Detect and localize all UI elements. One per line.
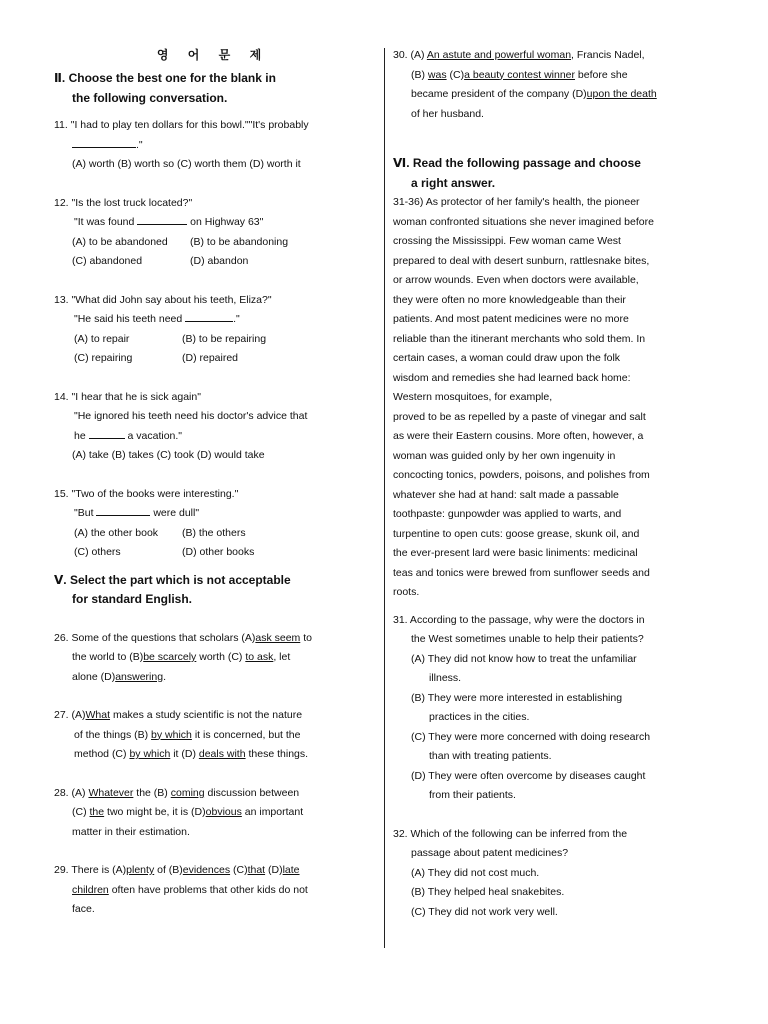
section-6-heading: Ⅵ. Read the following passage and choose <box>393 156 641 170</box>
left-column <box>54 46 372 920</box>
passage-line: Western mosquitoes, for example, <box>393 391 553 403</box>
answer-blank <box>185 310 233 322</box>
q31-stem-cont: the West sometimes unable to help their patients? <box>411 633 644 645</box>
q31-option-c-cont: than with treating patients. <box>429 750 552 762</box>
answer-blank <box>89 427 125 439</box>
q15-dialog: "But were dull" <box>54 504 372 524</box>
q15-options-cd: (C) others (D) other books <box>74 546 255 558</box>
q27-line-1: 27. (A)What makes a study scientific is not the nature <box>54 709 303 721</box>
q14-dialog-cont: he a vacation." <box>54 427 372 447</box>
q26-line-3: alone (D)answering. <box>72 670 166 683</box>
q13-options-ab: (A) to repair (B) to be repairing <box>74 332 267 345</box>
q30-line-1: 30. (A) An astute and powerful woman, Francis Nadel, <box>393 49 645 61</box>
passage-line: the ever-present lard were basic liniments: medicinal <box>393 547 638 559</box>
section-2-heading: Ⅱ. Choose the best one for the blank in <box>54 71 276 85</box>
q27-line-3: method (C) by which it (D) deals with these things. <box>74 748 309 760</box>
q13-stem: 13. "What did John say about his teeth, Eliza?" <box>54 293 272 306</box>
q26-line-1: 26. Some of the questions that scholars (A)ask seem to <box>54 631 312 644</box>
passage-line: wisdom and remedies she had learned back home: <box>393 371 631 384</box>
passage-line: certain cases, a woman could draw upon the folk <box>393 352 621 364</box>
q12-dialog: "It was found on Highway 63" <box>54 213 372 233</box>
page-title: 영 어 문 제 <box>156 48 270 62</box>
q12-options-ab: (A) to be abandoned (B) to be abandoning <box>72 235 289 248</box>
q32-option-a: (A) They did not cost much. <box>411 866 540 879</box>
q31-option-a: (A) They did not know how to treat the unfamiliar <box>411 652 637 665</box>
passage-line: toothpaste: gunpowder was applied to warts, and <box>393 508 622 520</box>
q15-options-ab: (A) the other book (B) the others <box>74 526 246 539</box>
q32-stem-cont: passage about patent medicines? <box>411 847 569 859</box>
passage-line: woman was guided only by her own ingenuity in <box>393 449 616 462</box>
q32-option-b: (B) They helped heal snakebites. <box>411 886 565 898</box>
q29-line-2: children often have problems that other kids do not <box>72 883 308 896</box>
right-column <box>393 46 663 922</box>
section-2-heading-cont: the following conversation. <box>72 90 228 105</box>
q31-stem: 31. According to the passage, why were the doctors in <box>393 613 645 626</box>
passage-line: concocting tonics, powders, poisons, and polishes from <box>393 469 650 481</box>
section-5-heading-cont: for standard English. <box>72 592 193 606</box>
q31-option-c: (C) They were more concerned with doing research <box>411 730 651 743</box>
q30-line-2: (B) was (C)a beauty contest winner before she <box>411 68 628 81</box>
passage-line: patients. And most patent medicines were no more <box>393 313 629 325</box>
q11-blank-line: ." <box>54 136 372 156</box>
q11-options: (A) worth (B) worth so (C) worth them (D) worth it <box>72 158 301 170</box>
q29-line-1: 29. There is (A)plenty of (B)evidences (C)that (D)late <box>54 864 300 876</box>
passage-line: reliable than the itinerant merchants who sold them. In <box>393 332 646 345</box>
q29-line-3: face. <box>72 903 95 915</box>
q28-line-1: 28. (A) Whatever the (B) coming discussion between <box>54 786 300 799</box>
answer-blank <box>96 504 150 516</box>
q31-option-b: (B) They were more interested in establishing <box>411 691 623 704</box>
q31-option-a-cont: illness. <box>429 672 462 684</box>
reading-passage <box>393 193 663 603</box>
q31-option-d: (D) They were often overcome by diseases caught <box>411 769 646 782</box>
q13-options-cd: (C) repairing (D) repaired <box>74 352 239 364</box>
q28-line-3: matter in their estimation. <box>72 825 190 838</box>
passage-line: 31-36) As protector of her family's health, the pioneer <box>393 196 640 208</box>
q32-stem: 32. Which of the following can be inferred from the <box>393 827 628 840</box>
answer-blank <box>72 136 136 148</box>
q32-option-c: (C) They did not work very well. <box>411 905 558 918</box>
column-divider <box>384 48 385 948</box>
q31-option-d-cont: from their patients. <box>429 789 516 801</box>
q28-line-2: (C) the two might be, it is (D)obvious an important <box>72 806 304 818</box>
q26-line-2: the world to (B)be scarcely worth (C) to ask, let <box>72 651 291 663</box>
passage-line: crossing the Mississippi. Few woman came West <box>393 235 621 247</box>
passage-line: proved to be as repelled by a paste of vinegar and salt <box>393 410 646 423</box>
q11-stem: 11. "I had to play ten dollars for this bowl.""It's probably <box>54 119 309 131</box>
q14-dialog: "He ignored his teeth need his doctor's advice that <box>74 410 308 422</box>
q27-line-2: of the things (B) by which it is concerned, but the <box>74 728 301 741</box>
q15-stem: 15. "Two of the books were interesting." <box>54 487 239 500</box>
q14-options: (A) take (B) takes (C) took (D) would take <box>72 449 265 461</box>
section-6-heading-cont: a right answer. <box>411 175 496 190</box>
passage-line: as were their Eastern cousins. More often, however, a <box>393 430 644 442</box>
passage-line: prepared to deal with desert sunburn, rattlesnake bites, <box>393 254 650 267</box>
section-5-heading: Ⅴ. Select the part which is not acceptable <box>54 572 291 587</box>
passage-line: woman confronted situations she never imagined before <box>393 215 654 228</box>
q30-line-3: became president of the company (D)upon the death <box>411 88 657 100</box>
passage-line: or arrow wounds. Even when doctors were available, <box>393 274 639 286</box>
q13-dialog: "He said his teeth need ." <box>54 310 372 330</box>
passage-line: turpentine to open cuts: goose grease, skunk oil, and <box>393 527 640 540</box>
q30-line-4: of her husband. <box>411 107 484 120</box>
passage-line: whatever she had at hand: salt made a passable <box>393 488 619 501</box>
q12-options-cd: (C) abandoned (D) abandon <box>72 255 249 267</box>
q14-stem: 14. "I hear that he is sick again" <box>54 390 201 403</box>
passage-line: roots. <box>393 586 420 598</box>
passage-line: teas and tonics were brewed from sunflower seeds and <box>393 566 650 579</box>
q31-option-b-cont: practices in the cities. <box>429 711 530 723</box>
passage-line: they were often no more knowledgeable than their <box>393 293 626 306</box>
q12-stem: 12. "Is the lost truck located?" <box>54 196 193 209</box>
answer-blank <box>137 213 187 225</box>
